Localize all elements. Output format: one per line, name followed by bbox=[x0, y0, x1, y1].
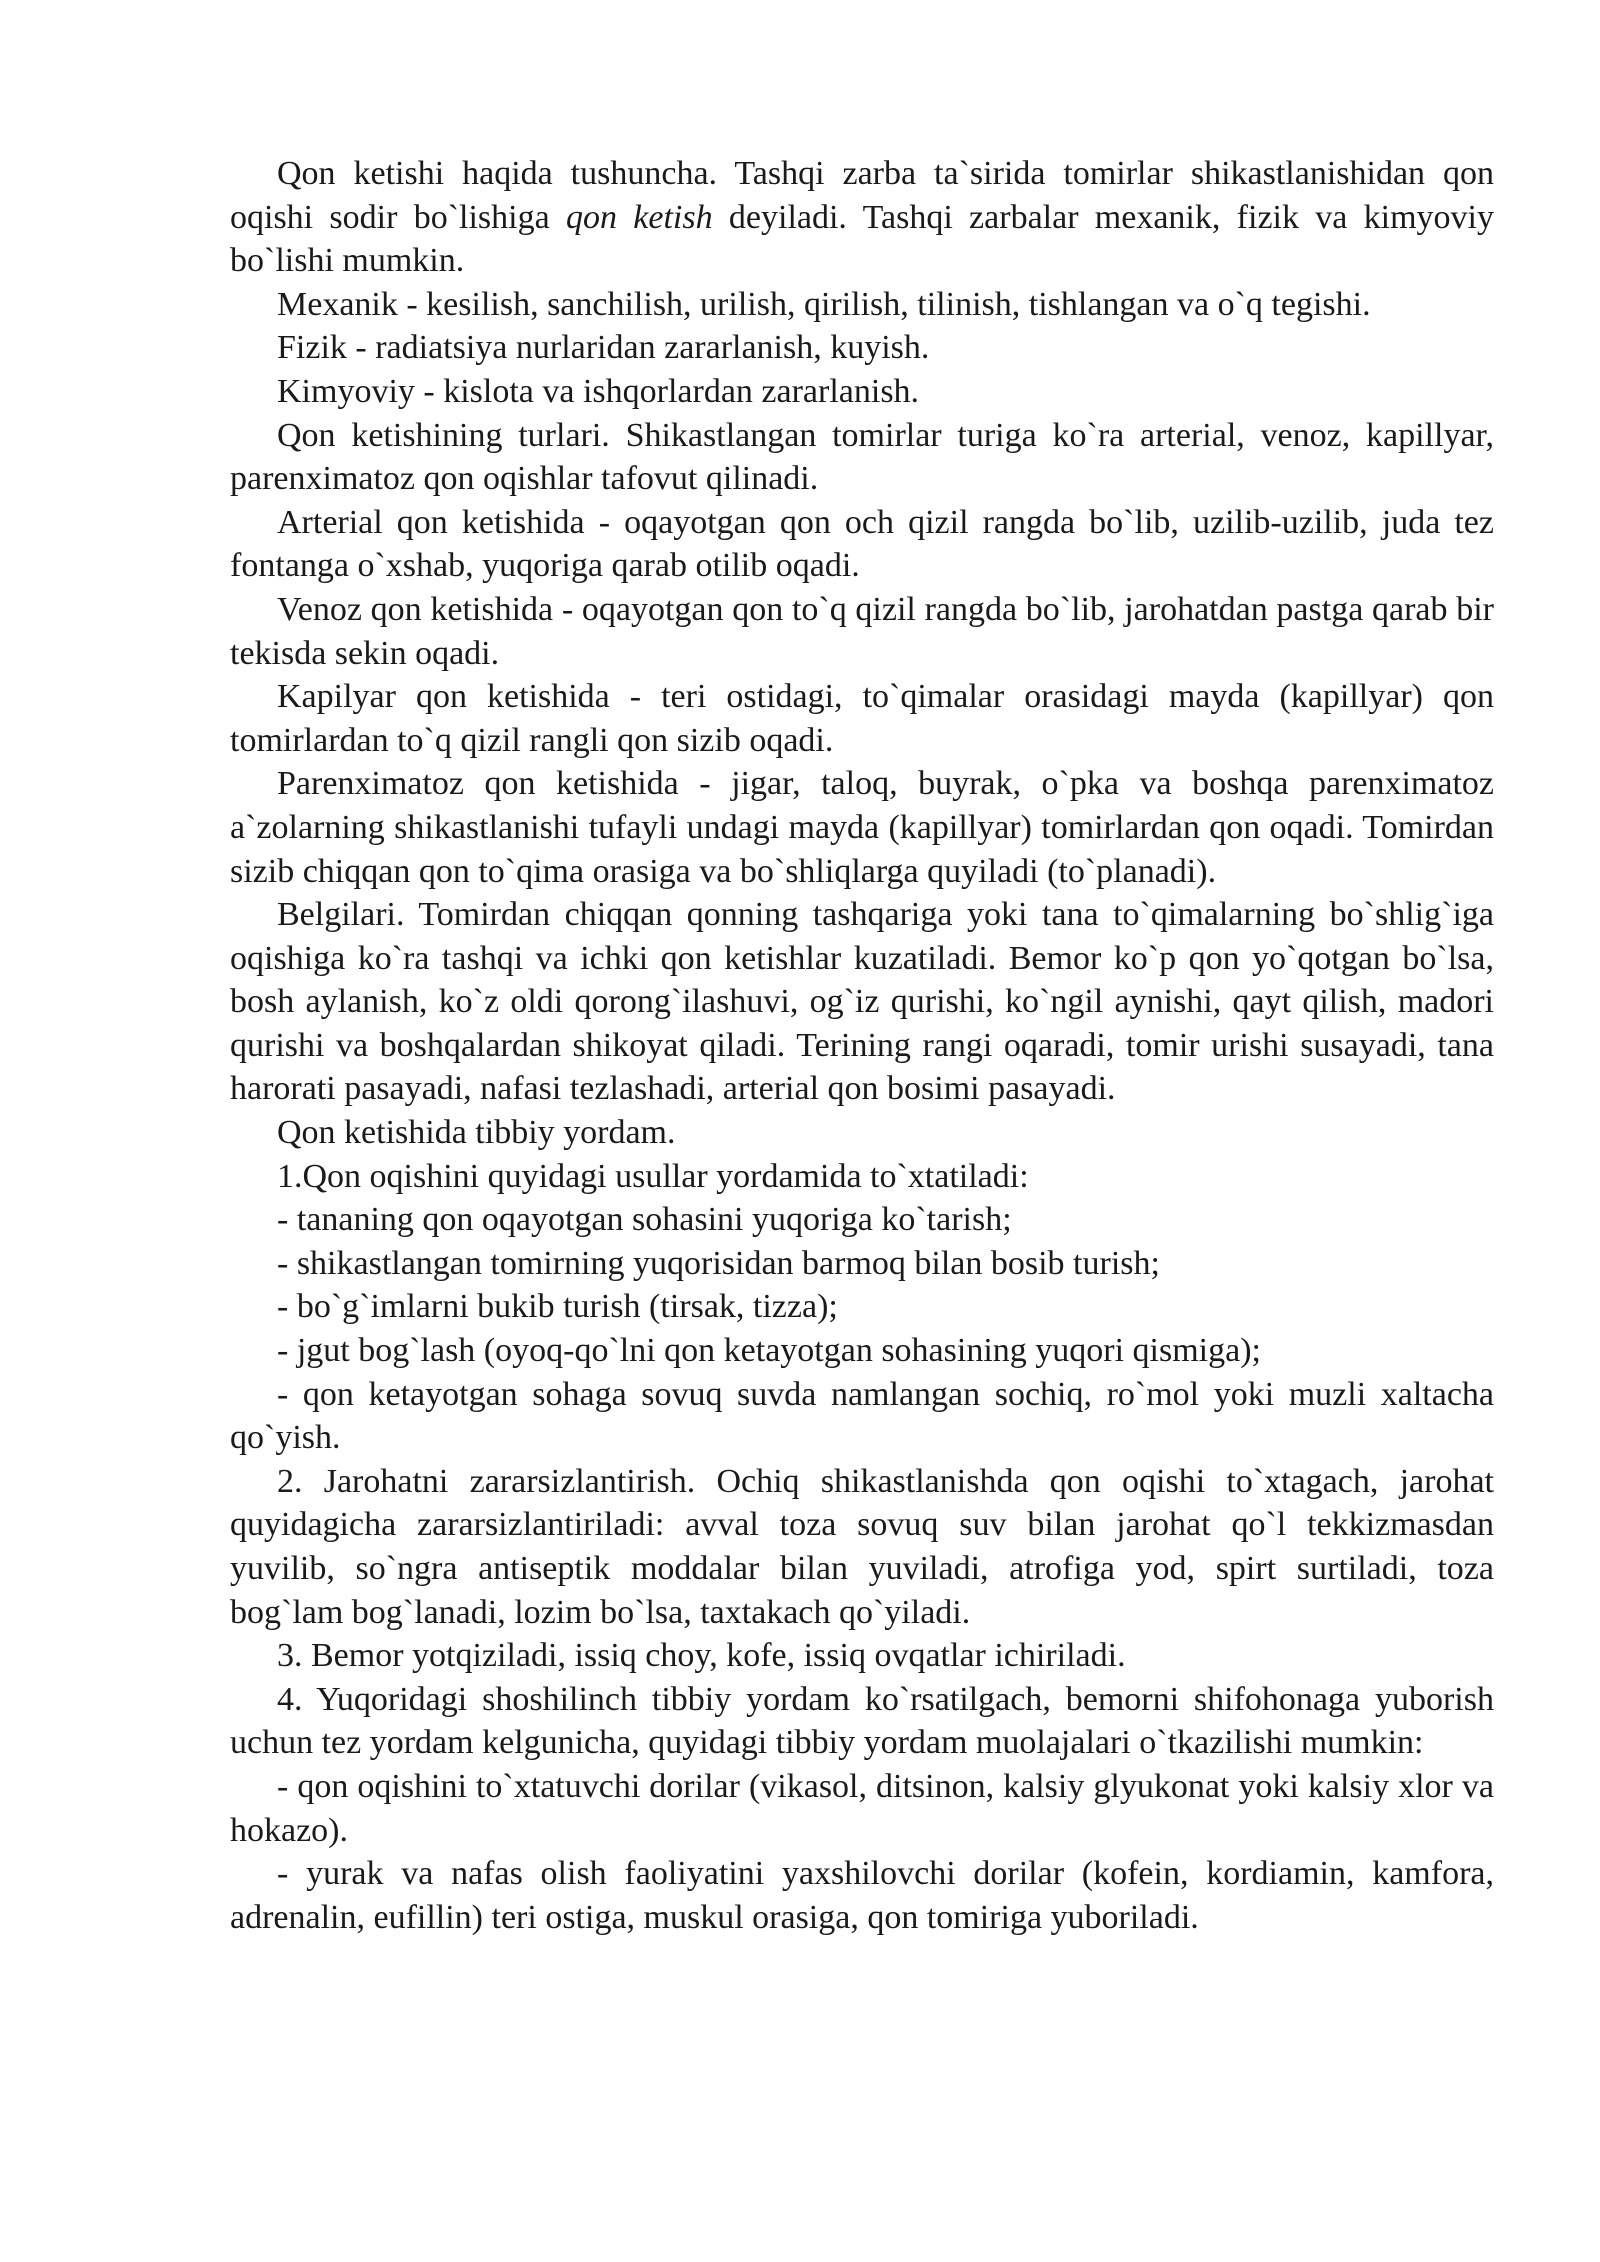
list-item: - bo`g`imlarni bukib turish (tirsak, tizza); bbox=[277, 1288, 838, 1326]
list-item: - yurak va nafas olish faoliyatini yaxshilovchi dorilar (kofein, kordiamin, kamfora, adrenalin, eufillin) teri ostiga, muskul orasiga, qon tomiriga yuboriladi. bbox=[230, 1855, 1494, 1936]
list-item: - shikastlangan tomirning yuqorisidan barmoq bilan bosib turish; bbox=[277, 1244, 1160, 1282]
list-item: - tananing qon oqayotgan sohasini yuqoriga ko`tarish; bbox=[277, 1201, 1012, 1239]
text-run: deyiladi. Tashqi zarbalar mexanik, fizik va kimyoviy bo`lishi mumkin. bbox=[230, 198, 1495, 280]
paragraph-parenchymal: Parenximatoz qon ketishida - jigar, taloq, buyrak, o`pka va boshqa parenximatoz a`zolarning shikastlanishi tufayli undagi mayda (kapillyar) tomirlardan qon oqadi. Tomirdan sizib chiqqan qon to`qima orasiga va bo`shliqlarga quyiladi (to`planadi). bbox=[230, 765, 1494, 890]
paragraph-step-1: 1.Qon oqishini quyidagi usullar yordamida to`xtatiladi: bbox=[277, 1157, 1029, 1195]
paragraph-arterial: Arterial qon ketishida - oqayotgan qon och qizil rangda bo`lib, uzilib-uzilib, juda tez fontanga o`xshab, yuqoriga qarab otilib oqadi. bbox=[230, 503, 1494, 585]
paragraph-step-2: 2. Jarohatni zararsizlantirish. Ochiq shikastlanishda qon oqishi to`xtagach, jarohat quyidagicha zararsizlantiriladi: avval toza sovuq suv bilan jarohat qo`l tekkizmasdan yuvilib, so`ngra antiseptik moddalar bilan yuviladi, atrofiga yod, spirt surtiladi, toza bog`lam bog`lanadi, lozim bo`lsa, taxtakach qo`yiladi. bbox=[230, 1462, 1494, 1631]
paragraph-first-aid-heading: Qon ketishida tibbiy yordam. bbox=[277, 1114, 676, 1152]
list-item: - qon oqishini to`xtatuvchi dorilar (vikasol, ditsinon, kalsiy glyukonat yoki kalsiy xlor va hokazo). bbox=[230, 1767, 1494, 1849]
list-item: - jgut bog`lash (oyoq-qo`lni qon ketayotgan sohasining yuqori qismiga); bbox=[277, 1332, 1261, 1370]
paragraph-physical: Fizik - radiatsiya nurlaridan zararlanish, kuyish. bbox=[277, 329, 930, 367]
paragraph-types: Qon ketishining turlari. Shikastlangan tomirlar turiga ko`ra arterial, venoz, kapillyar, parenximatoz qon oqishlar tafovut qilinadi. bbox=[230, 416, 1494, 498]
italic-term: qon ketish bbox=[566, 198, 713, 236]
paragraph-definition bbox=[230, 152, 1494, 283]
paragraph-signs: Belgilari. Tomirdan chiqqan qonning tashqariga yoki tana to`qimalarning bo`shlig`iga oqishiga ko`ra tashqi va ichki qon ketishlar kuzatiladi. Bemor ko`p qon yo`qotgan bo`lsa, bosh aylanish, ko`z oldi qorong`ilashuvi, og`iz qurishi, ko`ngil aynishi, qayt qilish, madori qurishi va boshqalardan shikoyat qiladi. Terining rangi oqaradi, tomir urishi susayadi, tana harorati pasayadi, nafasi tezlashadi, arterial qon bosimi pasayadi. bbox=[230, 896, 1494, 1108]
paragraph-mechanical: Mexanik - kesilish, sanchilish, urilish, qirilish, tilinish, tishlangan va o`q tegishi. bbox=[277, 285, 1371, 323]
document-page bbox=[230, 152, 1494, 1939]
paragraph-step-4: 4. Yuqoridagi shoshilinch tibbiy yordam ko`rsatilgach, bemorni shifohonaga yuborish uchun tez yordam kelgunicha, quyidagi tibbiy yordam muolajalari o`tkazilishi mumkin: bbox=[230, 1680, 1494, 1762]
paragraph-step-3: 3. Bemor yotqiziladi, issiq choy, kofe, issiq ovqatlar ichiriladi. bbox=[277, 1637, 1126, 1675]
paragraph-venous: Venoz qon ketishida - oqayotgan qon to`q qizil rangda bo`lib, jarohatdan pastga qarab bir tekisda sekin oqadi. bbox=[230, 590, 1494, 672]
list-item: - qon ketayotgan sohaga sovuq suvda namlangan sochiq, ro`mol yoki muzli xaltacha qo`yish. bbox=[230, 1375, 1494, 1457]
paragraph-capillary: Kapilyar qon ketishida - teri ostidagi, to`qimalar orasidagi mayda (kapillyar) qon tomirlardan to`q qizil rangli qon sizib oqadi. bbox=[230, 678, 1494, 759]
text-run: Qon ketishi haqida tushuncha. Tashqi zarba ta`sirida tomirlar shikastlanishidan qon oqishi sodir bo`lishiga bbox=[230, 155, 1494, 236]
paragraph-chemical: Kimyoviy - kislota va ishqorlardan zararlanish. bbox=[277, 372, 920, 410]
